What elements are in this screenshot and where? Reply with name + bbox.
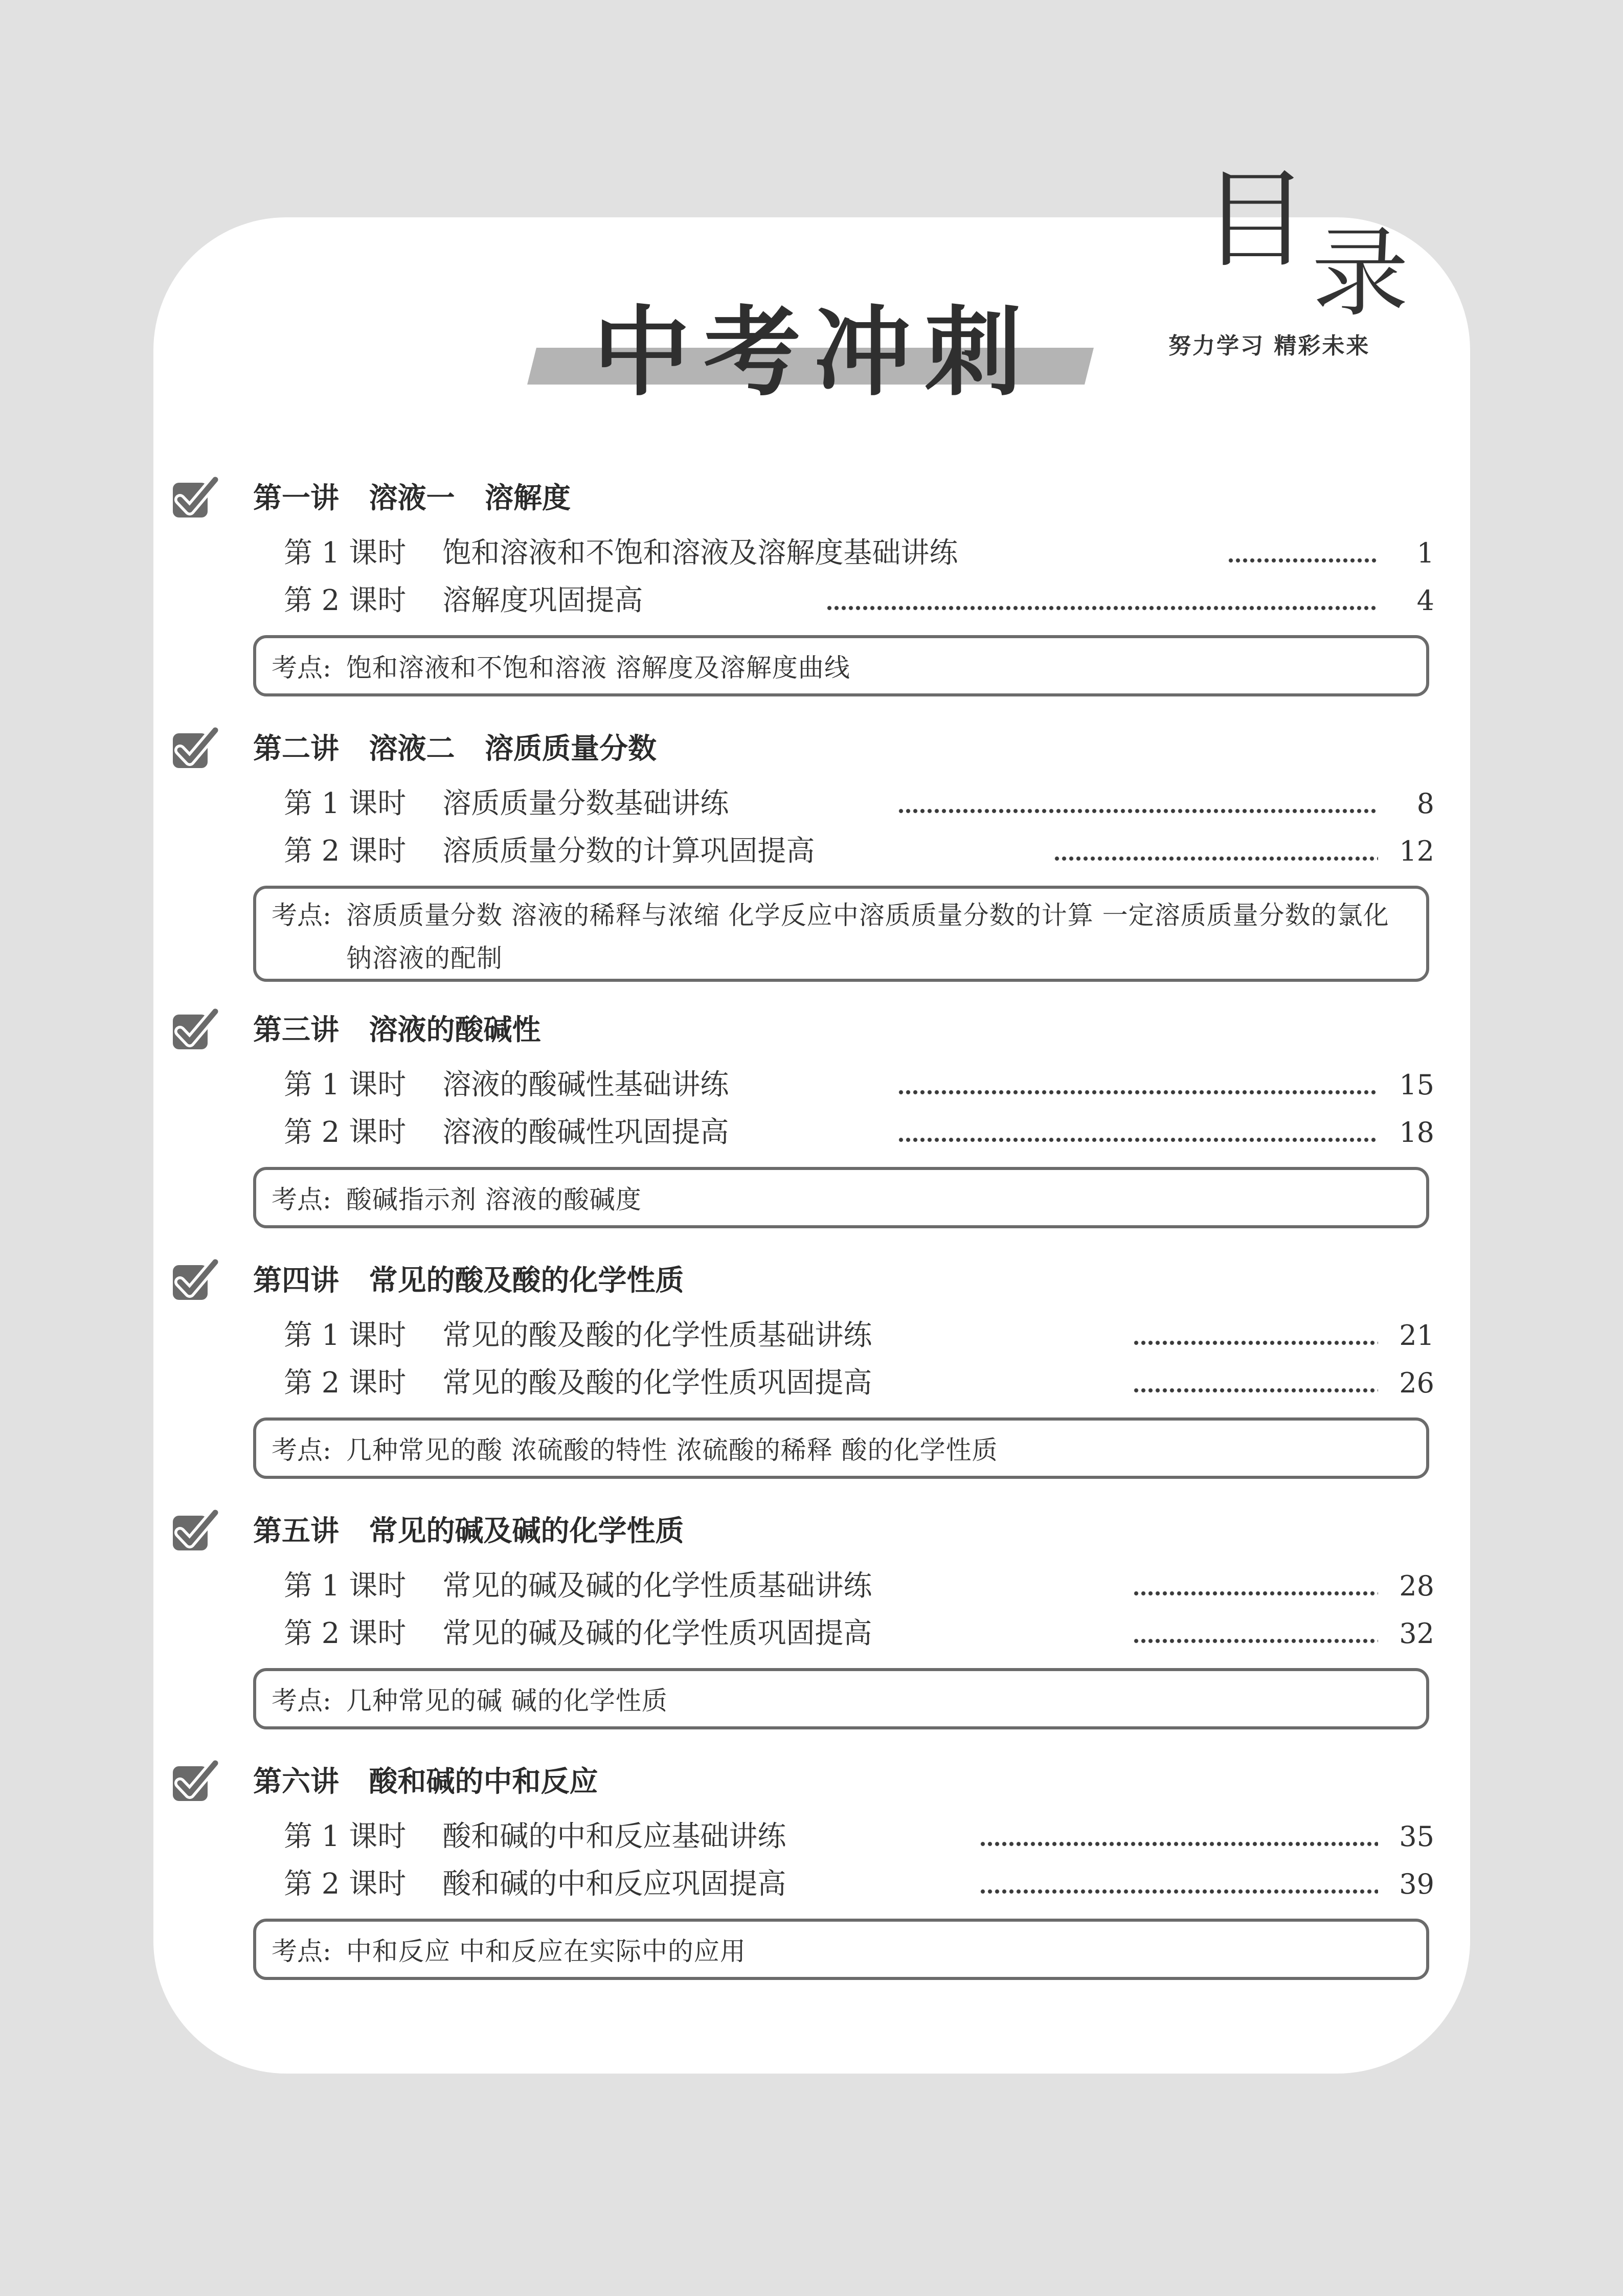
toc-entry[interactable] <box>284 1112 1434 1153</box>
key-points-box <box>253 1417 1429 1479</box>
page-title-banner <box>532 294 1099 412</box>
lecture-title: 第一讲 溶液一 溶解度 <box>253 482 571 515</box>
dot-leader <box>979 1841 1378 1847</box>
toc-entry[interactable] <box>284 1566 1434 1607</box>
dot-leader <box>1133 1638 1378 1644</box>
toc-page-number: 28 <box>1399 1570 1434 1602</box>
lecture-section <box>171 1759 1439 1994</box>
toc-page-number: 1 <box>1416 537 1434 569</box>
dot-leader <box>897 1089 1378 1095</box>
toc-entry[interactable] <box>284 1864 1434 1905</box>
key-points-label: 考点: <box>272 901 331 930</box>
heading-lu: 录 <box>1312 217 1409 330</box>
lecture-section <box>171 1258 1439 1493</box>
toc-entry-label: 第 2 课时 溶液的酸碱性巩固提高 <box>284 1116 729 1149</box>
key-points-box <box>253 635 1429 696</box>
heading-mu: 目 <box>1202 157 1310 282</box>
checkbox-checked-icon <box>171 726 218 772</box>
toc-entry-label: 第 1 课时 饱和溶液和不饱和溶液及溶解度基础讲练 <box>284 536 958 570</box>
toc-entry-label: 第 1 课时 常见的碱及碱的化学性质基础讲练 <box>284 1569 872 1603</box>
dot-leader <box>897 1137 1378 1143</box>
dot-leader <box>1133 1340 1378 1346</box>
lecture-section <box>171 476 1439 711</box>
key-points-label: 考点: <box>272 1937 331 1966</box>
toc-entry-label: 第 1 课时 常见的酸及酸的化学性质基础讲练 <box>284 1319 872 1352</box>
dot-leader <box>897 808 1378 814</box>
toc-entry-label: 第 2 课时 溶质质量分数的计算巩固提高 <box>284 835 815 868</box>
toc-entry[interactable] <box>284 831 1434 872</box>
toc-entry-label: 第 1 课时 酸和碱的中和反应基础讲练 <box>284 1820 786 1853</box>
toc-entry[interactable] <box>284 783 1434 824</box>
key-points-box <box>253 1668 1429 1729</box>
toc-page-number: 21 <box>1399 1319 1434 1352</box>
toc-page-number: 18 <box>1399 1116 1434 1149</box>
key-points-box <box>253 1919 1429 1980</box>
key-points-text: 几种常见的碱 碱的化学性质 <box>346 1686 668 1716</box>
key-points-label: 考点: <box>272 1185 331 1214</box>
key-points-text: 溶质质量分数 溶液的稀释与浓缩 化学反应中溶质质量分数的计算 一定溶质质量分数的氯化钠溶液的配制 <box>346 901 1389 973</box>
toc-entry[interactable] <box>284 533 1434 574</box>
toc-entry[interactable] <box>284 1613 1434 1654</box>
key-points-label: 考点: <box>272 1686 331 1716</box>
lecture-section <box>171 1007 1439 1243</box>
toc-page-number: 15 <box>1399 1069 1434 1101</box>
key-points-text: 饱和溶液和不饱和溶液 溶解度及溶解度曲线 <box>346 653 850 683</box>
dot-leader <box>1133 1590 1378 1596</box>
checkbox-checked-icon <box>171 1258 218 1304</box>
toc-entry[interactable] <box>284 1065 1434 1106</box>
key-points-box <box>253 1167 1429 1228</box>
checkbox-checked-icon <box>171 1007 218 1053</box>
toc-page-number: 35 <box>1399 1820 1434 1853</box>
key-points-text: 酸碱指示剂 溶液的酸碱度 <box>346 1185 642 1214</box>
dot-leader <box>979 1888 1378 1895</box>
key-points-label: 考点: <box>272 653 331 683</box>
toc-entry[interactable] <box>284 580 1434 621</box>
dot-leader <box>1133 1387 1378 1393</box>
lecture-title: 第五讲 常见的碱及碱的化学性质 <box>253 1515 684 1548</box>
toc-entry-label: 第 2 课时 常见的碱及碱的化学性质巩固提高 <box>284 1617 872 1650</box>
key-points-box <box>253 886 1429 982</box>
dot-leader <box>1227 557 1378 564</box>
toc-entry-label: 第 1 课时 溶液的酸碱性基础讲练 <box>284 1068 729 1101</box>
lecture-title: 第三讲 溶液的酸碱性 <box>253 1014 541 1047</box>
toc-entry[interactable] <box>284 1315 1434 1356</box>
lecture-section <box>171 726 1439 973</box>
toc-page-number: 4 <box>1416 584 1434 617</box>
dot-leader <box>1053 856 1378 862</box>
lecture-title: 第二讲 溶液二 溶质质量分数 <box>253 732 657 766</box>
toc-page-number: 26 <box>1399 1367 1434 1399</box>
toc-page-number: 8 <box>1416 787 1434 820</box>
slogan: 努力学习 精彩未来 <box>1168 333 1370 359</box>
toc-page-number: 32 <box>1399 1617 1434 1650</box>
toc-page-number: 39 <box>1399 1868 1434 1900</box>
lecture-section <box>171 1509 1439 1744</box>
key-points-text: 中和反应 中和反应在实际中的应用 <box>346 1937 746 1966</box>
toc-entry[interactable] <box>284 1816 1434 1857</box>
page-title: 中考冲刺 <box>593 296 1035 409</box>
toc-page-number: 12 <box>1399 835 1434 867</box>
checkbox-checked-icon <box>171 1509 218 1555</box>
checkbox-checked-icon <box>171 476 218 522</box>
checkbox-checked-icon <box>171 1759 218 1805</box>
dot-leader <box>826 605 1378 611</box>
toc-entry-label: 第 1 课时 溶质质量分数基础讲练 <box>284 787 729 820</box>
toc-entry-label: 第 2 课时 常见的酸及酸的化学性质巩固提高 <box>284 1366 872 1400</box>
lecture-title: 第六讲 酸和碱的中和反应 <box>253 1765 598 1798</box>
toc-entry[interactable] <box>284 1363 1434 1404</box>
toc-entry-label: 第 2 课时 溶解度巩固提高 <box>284 584 643 617</box>
lecture-title: 第四讲 常见的酸及酸的化学性质 <box>253 1264 684 1297</box>
key-points-label: 考点: <box>272 1435 331 1465</box>
key-points-text: 几种常见的酸 浓硫酸的特性 浓硫酸的稀释 酸的化学性质 <box>346 1435 998 1465</box>
toc-entry-label: 第 2 课时 酸和碱的中和反应巩固提高 <box>284 1867 786 1901</box>
